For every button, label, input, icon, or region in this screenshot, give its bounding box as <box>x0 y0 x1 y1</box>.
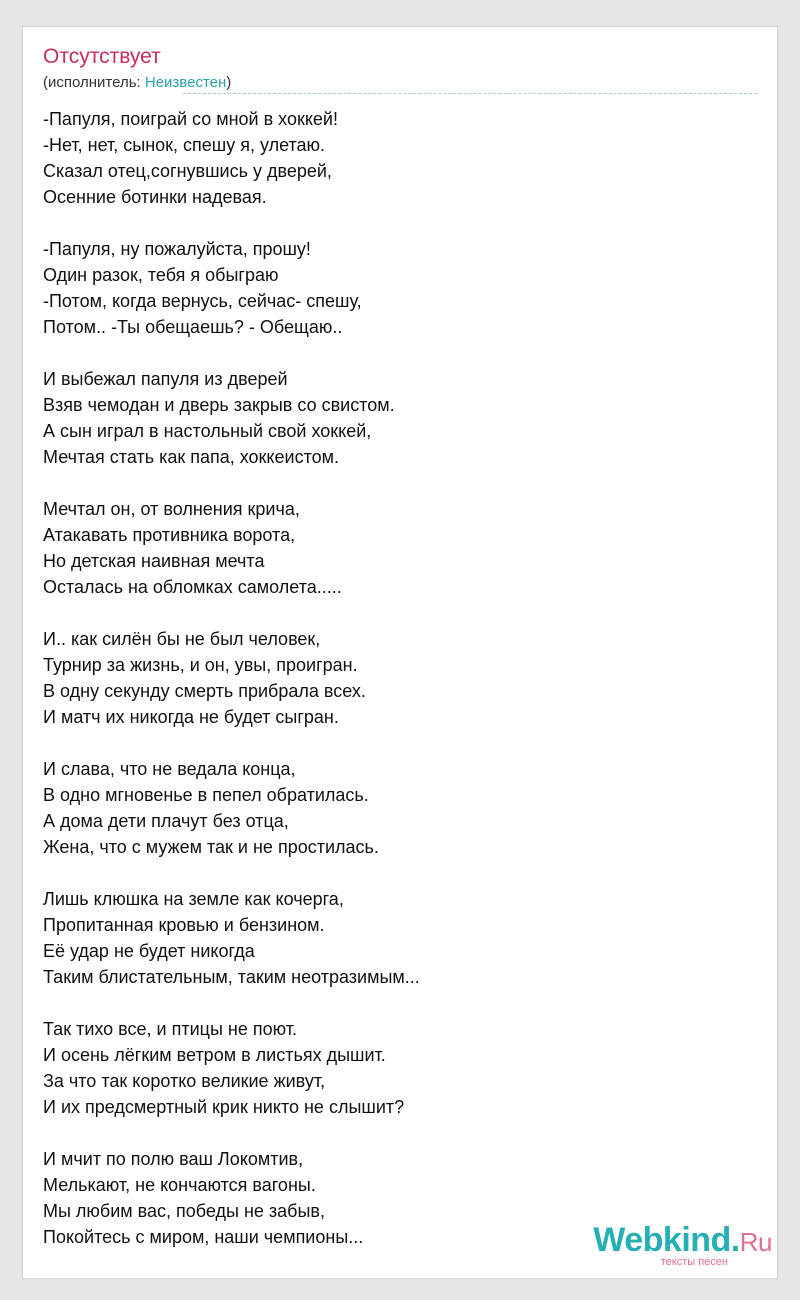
lyric-line: Мелькают, не кончаются вагоны. <box>43 1175 316 1195</box>
lyric-line: Но детская наивная мечта <box>43 551 265 571</box>
stanza <box>43 496 763 600</box>
webkind-logo[interactable] <box>582 1220 772 1270</box>
song-title: Отсутствует <box>43 45 161 68</box>
lyric-line: -Потом, когда вернусь, сейчас- спешу, <box>43 291 362 311</box>
stanza <box>43 1016 763 1120</box>
artist-link[interactable]: Неизвестен <box>144 74 227 91</box>
lyric-line: Пропитанная кровью и бензином. <box>43 915 325 935</box>
lyric-line: Турнир за жизнь, и он, увы, проигран. <box>43 655 358 675</box>
lyric-line: Мечтал он, от волнения крича, <box>43 499 300 519</box>
lyric-line: А дома дети плачут без отца, <box>43 811 289 831</box>
lyric-line: И слава, что не ведала конца, <box>43 759 296 779</box>
lyric-line: Атакавать противника ворота, <box>43 525 296 545</box>
lyric-line: И мчит по полю ваш Локомтив, <box>43 1149 304 1169</box>
lyric-line: Мечтая стать как папа, хоккеистом. <box>43 447 339 467</box>
stanza <box>43 236 763 340</box>
stanza <box>43 106 763 210</box>
lyrics-card <box>22 26 778 1279</box>
lyric-line: -Папуля, ну пожалуйста, прошу! <box>43 239 311 259</box>
lyric-line: И осень лёгким ветром в листьях дышит. <box>43 1045 386 1065</box>
stanza <box>43 886 763 990</box>
lyric-line: И матч их никогда не будет сыгран. <box>43 707 339 727</box>
logo-tagline: тексты песен <box>660 1256 728 1268</box>
lyric-line: Один разок, тебя я обыграю <box>43 265 279 285</box>
lyric-line: Сказал отец,согнувшись у дверей, <box>43 161 332 181</box>
lyric-line: Так тихо все, и птицы не поют. <box>43 1019 297 1039</box>
lyric-line: И.. как силён бы не был человек, <box>43 629 321 649</box>
lyric-line: В одно мгновенье в пепел обратилась. <box>43 785 369 805</box>
lyric-line: Таким блистательным, таким неотразимым... <box>43 967 420 987</box>
artist-prefix: (исполнитель: <box>43 74 145 91</box>
stanza <box>43 756 763 860</box>
lyric-line: И выбежал папуля из дверей <box>43 369 288 389</box>
lyric-line: А сын играл в настольный свой хоккей, <box>43 421 372 441</box>
lyric-line: И их предсмертный крик никто не слышит? <box>43 1097 405 1117</box>
lyric-line: Потом.. -Ты обещаешь? - Обещаю.. <box>43 317 343 337</box>
lyric-line: Покойтесь с миром, наши чемпионы... <box>43 1227 364 1247</box>
stanza <box>43 366 763 470</box>
lyric-line: Жена, что с мужем так и не простилась. <box>43 837 379 857</box>
lyric-line: Осенние ботинки надевая. <box>43 187 267 207</box>
logo-word: Webkind <box>593 1221 731 1259</box>
lyric-line: Её удар не будет никогда <box>43 941 255 961</box>
lyric-line: -Папуля, поиграй со мной в хоккей! <box>43 109 338 129</box>
logo-dot: . <box>730 1221 740 1259</box>
lyric-line: -Нет, нет, сынок, спешу я, улетаю. <box>43 135 326 155</box>
artist-suffix: ) <box>226 74 232 91</box>
lyric-line: Взяв чемодан и дверь закрыв со свистом. <box>43 395 395 415</box>
lyric-line: Лишь клюшка на земле как кочерга, <box>43 889 344 909</box>
lyric-line: Осталась на обломках самолета..... <box>43 577 342 597</box>
stanza <box>43 626 763 730</box>
lyric-line: За что так коротко великие живут, <box>43 1071 326 1091</box>
lyrics-body <box>43 106 763 1276</box>
lyric-line: Мы любим вас, победы не забыв, <box>43 1201 325 1221</box>
logo-tld: Ru <box>739 1227 772 1257</box>
artist-line <box>43 73 231 93</box>
lyric-line: В одну секунду смерть прибрала всех. <box>43 681 366 701</box>
header-divider <box>183 93 757 94</box>
